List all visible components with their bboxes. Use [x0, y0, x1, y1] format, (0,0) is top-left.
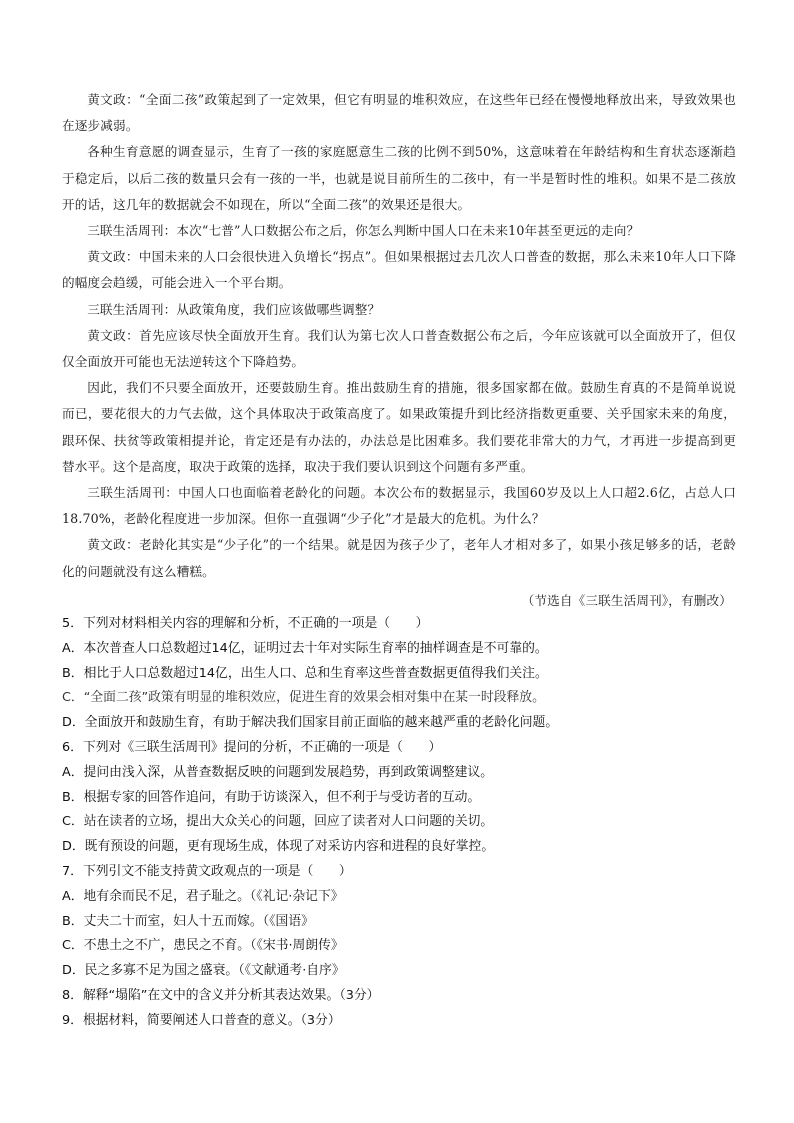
question-5-option-a: A．本次普查人口总数超过14亿，证明过去十年对实际生育率的抽样调查是不可靠的。	[62, 640, 548, 656]
question-5-stem: 5．下列对材料相关内容的理解和分析，不正确的一项是（ ）	[62, 616, 429, 631]
passage-paragraph: 因此，我们不只要全面放开，还要鼓励生育。推出鼓励生育的措施，很多国家都在做。鼓励生育真的不是简单说说而已，要花很大的力气去做，这个具体取决于政策高度了。如果政策提升到比经济指数更重要、关乎国家未来的角度，跟环保、扶贫等政策相提并论，肯定还是有办法的，办法总是比困难多。我们要花非常大的力气，才再进一步提高到更替水平。这个是高度，取决于政策的选择，取决于我们要认识到这个问题有多严重。	[62, 380, 736, 474]
question-5-option-b: B．相比于人口总数超过14亿，出生人口、总和生育率这些普查数据更值得我们关注。	[62, 665, 548, 681]
question-list	[62, 612, 736, 1034]
passage-paragraph: 三联生活周刊：从政策角度，我们应该做哪些调整？	[87, 301, 381, 317]
question-7-option-b: B．丈夫二十而室，妇人十五而嫁。（《国语》	[62, 913, 314, 929]
question-6-stem: 6．下列对《三联生活周刊》提问的分析，不正确的一项是（ ）	[62, 739, 442, 755]
question-7-option-d: D．民之多寡不足为国之盛衰。（《文献通考·自序》	[62, 963, 345, 979]
question-9-stem: 9．根据材料，简要阐述人口普查的意义。（3分）	[62, 1012, 341, 1028]
question-8-stem: 8．解释“塌陷”在文中的含义并分析其表达效果。（3分）	[62, 987, 380, 1003]
question-6-option-b: B．根据专家的回答作追问，有助于访谈深入，但不利于与受访者的互动。	[62, 789, 481, 805]
passage-source: （节选自《三联生活周刊》，有删改）	[521, 592, 732, 608]
reading-passage	[62, 87, 736, 614]
question-5-option-c: C．“全面二孩”政策有明显的堆积效应，促进生育的效果会相对集中在某一时段释放。	[62, 690, 545, 706]
question-6-option-d: D．既有预设的问题，更有现场生成，体现了对采访内容和进程的良好掌控。	[62, 839, 495, 855]
question-7-option-a: A．地有余而民不足，君子耻之。（《礼记·杂记下》	[62, 888, 344, 904]
passage-paragraph: 三联生活周刊：本次“七普”人口数据公布之后，你怎么判断中国人口在未来10年甚至更远的走向？	[87, 223, 640, 239]
question-7-stem: 7．下列引文不能支持黄文政观点的一项是（ ）	[62, 863, 352, 879]
question-6-option-a: A．提问由浅入深，从普查数据反映的问题到发展趋势，再到政策调整建议。	[62, 764, 494, 780]
passage-paragraph: 各种生育意愿的调查显示，生育了一孩的家庭愿意生二孩的比例不到50%，这意味着在年龄结构和生育状态逐渐趋于稳定后，以后二孩的数量只会有一孩的一半，也就是说目前所生的二孩中，有一半是暂时性的堆积。如果不是二孩放开的话，这几年的数据就会不如现在，所以“全面二孩”的效果还是很大。	[62, 144, 736, 212]
question-6-option-c: C．站在读者的立场，提出大众关心的问题，回应了读者对人口问题的关切。	[62, 814, 494, 830]
passage-paragraph: 黄文政：首先应该尽快全面放开生育。我们认为第七次人口普查数据公布之后，今年应该就可以全面放开了，但仅仅全面放开可能也无法逆转这个下降趋势。	[62, 327, 736, 370]
passage-paragraph: 三联生活周刊：中国人口也面临着老龄化的问题。本次公布的数据显示，我国60岁及以上人口超2.6亿，占总人口18.70%，老龄化程度进一步加深。但你一直强调“少子化”才是最大的危机。为什么？	[62, 485, 736, 527]
question-7-option-c: C．不患土之不广，患民之不育。（《宋书·周朗传》	[62, 938, 344, 954]
passage-paragraph: 黄文政：中国未来的人口会很快进入负增长“拐点”。但如果根据过去几次人口普查的数据，那么未来10年人口下降的幅度会趋缓，可能会进入一个平台期。	[62, 249, 736, 291]
passage-paragraph: 黄文政：“全面二孩”政策起到了一定效果，但它有明显的堆积效应，在这些年已经在慢慢地释放出来，导致效果也在逐步减弱。	[62, 92, 736, 134]
passage-paragraph: 黄文政：老龄化其实是“少子化”的一个结果。就是因为孩子少了，老年人才相对多了，如果小孩足够多的话，老龄化的问题就没有这么糟糕。	[62, 537, 736, 579]
question-5-option-d: D．全面放开和鼓励生育，有助于解决我们国家目前正面临的越来越严重的老龄化问题。	[62, 715, 559, 731]
